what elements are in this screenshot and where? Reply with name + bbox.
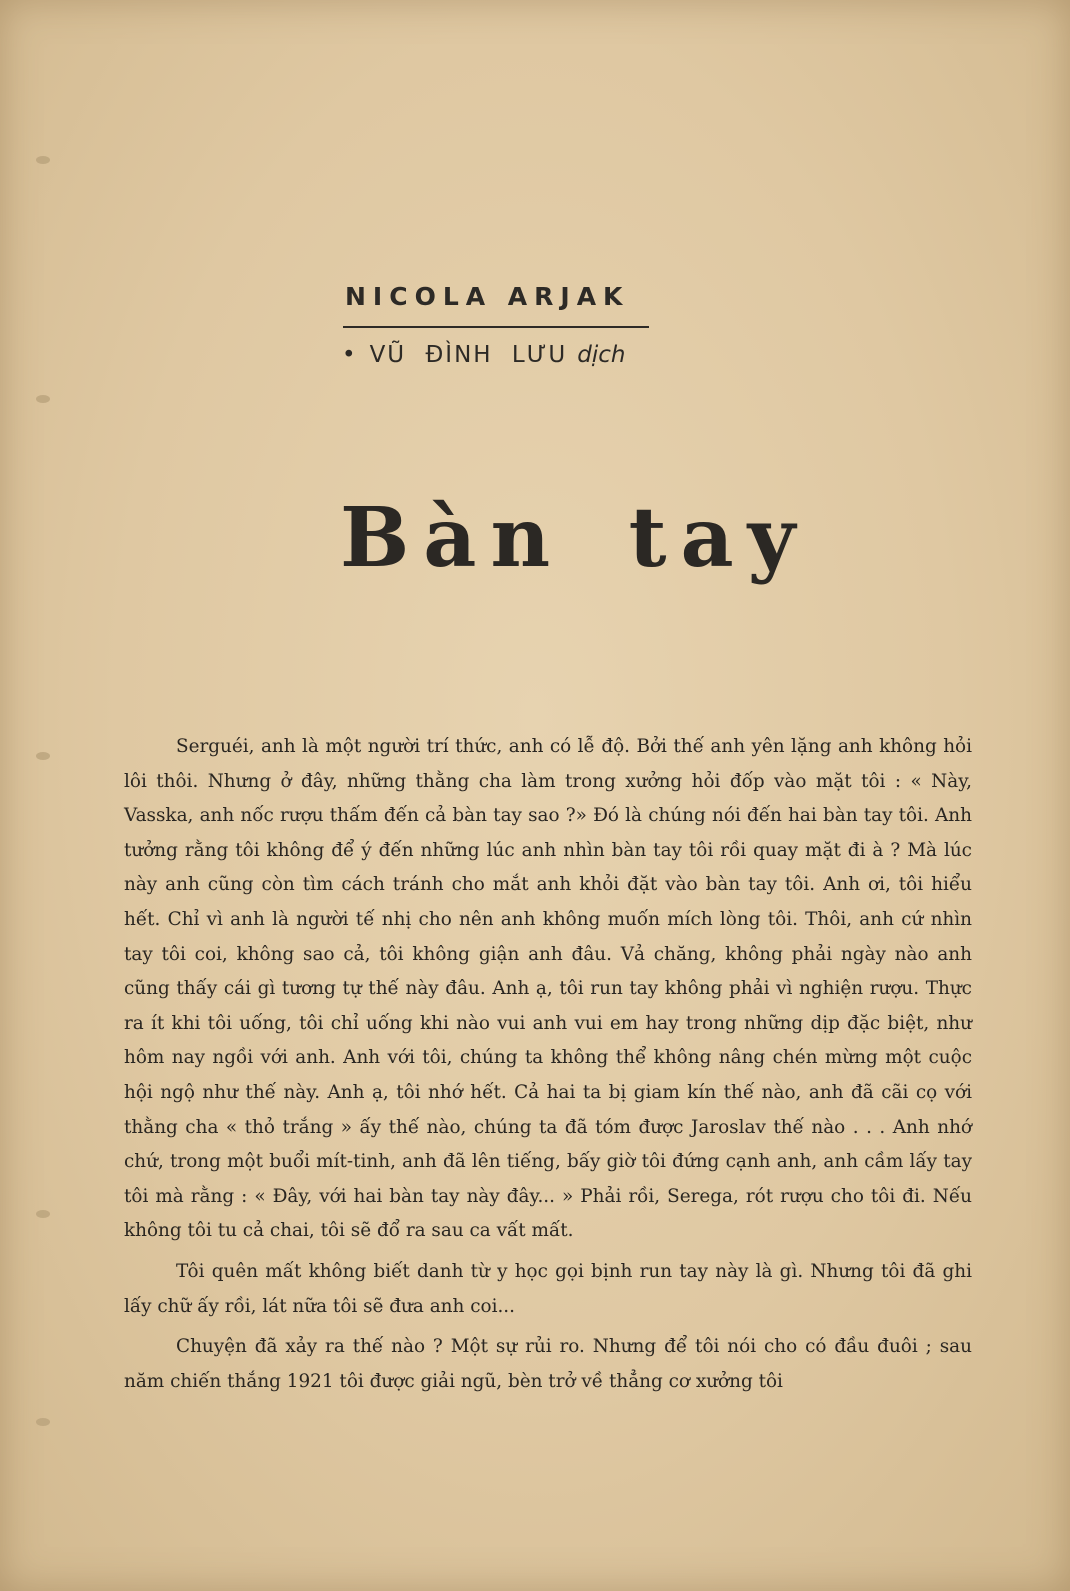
story-title: Bàn tay bbox=[340, 490, 810, 586]
paragraph: Chuyện đã xảy ra thế nào ? Một sự rủi ro. Nhưng để tôi nói cho có đầu đuôi ; sau năm chiến thắng 1921 tôi được giải ngũ, bèn trở về thẳng cơ xưởng tôi bbox=[124, 1336, 972, 1392]
binding-hole bbox=[36, 156, 50, 164]
binding-hole bbox=[36, 1418, 50, 1426]
translator-line bbox=[342, 342, 625, 368]
binding-hole bbox=[36, 752, 50, 760]
paragraph: Serguéi, anh là một người trí thức, anh có lễ độ. Bởi thế anh yên lặng anh không hỏi lôi thôi. Nhưng ở đây, những thằng cha làm trong xưởng hỏi đốp vào mặt tôi : « Này, Vasska, anh nốc rượu thấm đến cả bàn tay sao ?» Đó là chúng nói đến hai bàn tay tôi. Anh tưởng rằng tôi không để ý đến những lúc anh nhìn bàn tay tôi rồi quay mặt đi à ? Mà lúc này anh cũng còn tìm cách tránh cho mắt anh khỏi đặt vào bàn tay tôi. Anh ơi, tôi hiểu hết. Chỉ vì anh là người tế nhị cho nên anh không muốn mích lòng tôi. Thôi, anh cứ nhìn tay tôi coi, không sao cả, tôi không giận anh đâu. Vả chăng, không phải ngày nào anh cũng thấy cái gì tương tự thế này đâu. Anh ạ, tôi run tay không phải vì nghiện rượu. Thực ra ít khi tôi uống, tôi chỉ uống khi nào vui anh vui em hay trong những dịp đặc biệt, như hôm nay ngồi với anh. Anh với tôi, chúng ta không thể không nâng chén mừng một cuộc hội ngộ như thế này. Anh ạ, tôi nhớ hết. Cả hai ta bị giam kín thế nào, anh đã cãi cọ với thằng cha « thỏ trắng » ấy thế nào, chúng ta đã tóm được Jaroslav thế nào . . . Anh nhớ chứ, trong một buổi mít-tinh, anh đã lên tiếng, bấy giờ tôi đứng cạnh anh, anh cầm lấy tay tôi mà rằng : « Đây, với hai bàn tay này đây... » Phải rồi, Serega, rót rượu cho tôi đi. Nếu không tôi tu cả chai, tôi sẽ đổ ra sau ca vất mất. bbox=[124, 736, 972, 1242]
binding-hole bbox=[36, 395, 50, 403]
author-name: NICOLA ARJAK bbox=[345, 282, 630, 311]
bullet: • bbox=[342, 342, 356, 368]
paragraph: Tôi quên mất không biết danh từ y học gọi bịnh run tay này là gì. Nhưng tôi đã ghi lấy chữ ấy rồi, lát nữa tôi sẽ đưa anh coi... bbox=[124, 1260, 972, 1317]
story-body bbox=[124, 730, 972, 1405]
binding-hole bbox=[36, 1210, 50, 1218]
translator-name: VŨ ĐÌNH LƯU bbox=[369, 342, 568, 368]
translator-role: dịch bbox=[577, 342, 626, 368]
header-divider bbox=[343, 326, 649, 328]
